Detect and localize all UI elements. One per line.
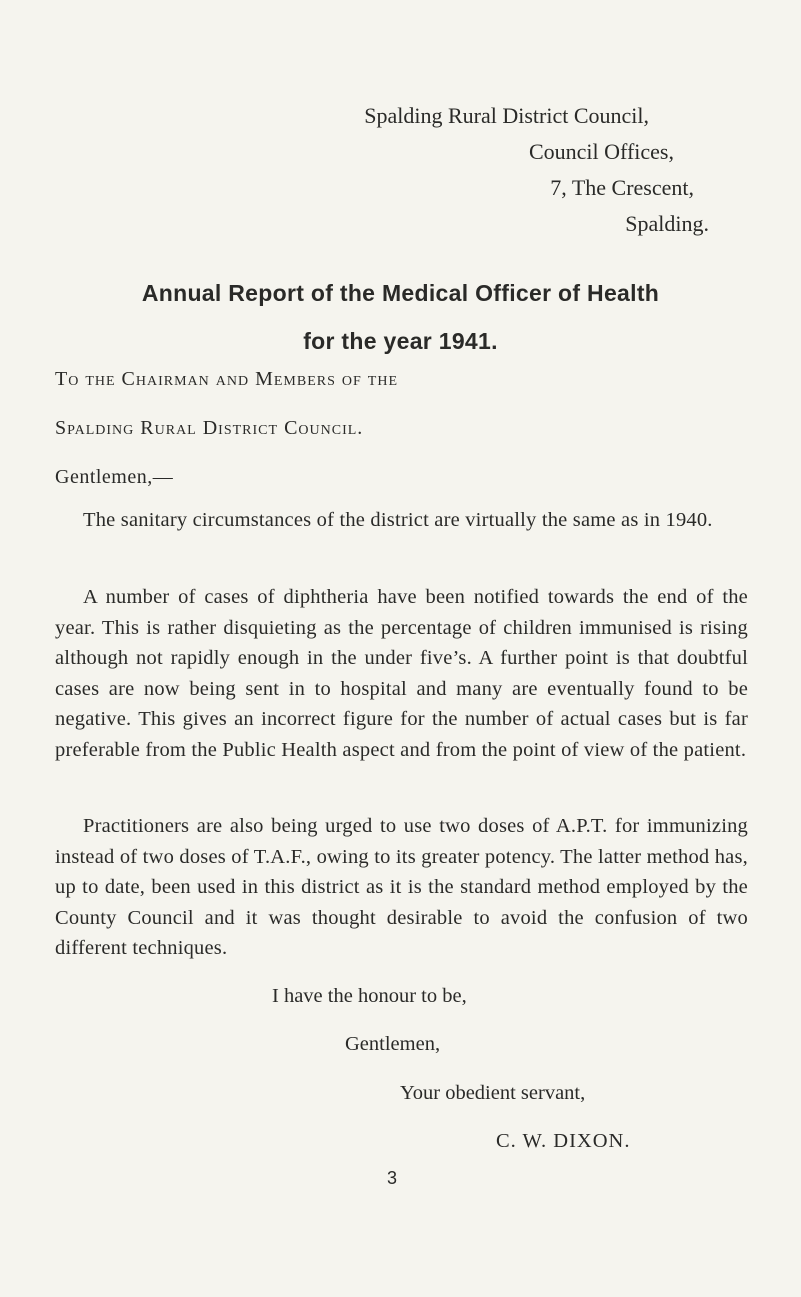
closing-gentlemen: Gentlemen, xyxy=(345,1033,441,1055)
report-title: Annual Report of the Medical Officer of Health xyxy=(141,280,660,306)
addressee-line-1: To the Chairman and Members of the xyxy=(55,368,399,390)
address-line-offices: Council Offices, xyxy=(528,139,674,164)
closing-servant: Your obedient servant, xyxy=(400,1082,586,1104)
paragraph-diphtheria: A number of cases of diphtheria have been notified towards the end of the year. This is rather disquieting as the percentage of children immunised is rising although not rapidly enough in the under five’s. A further point is that doubtful cases are now being sent in to hospital and many are eventually found to be negative. This gives an incorrect figure for the number of actual cases but is far preferable from the Public Health aspect and from the point of view of the patient. xyxy=(55,586,748,761)
sender-address xyxy=(364,98,709,242)
paragraph-sanitary: The sanitary circumstances of the district are virtually the same as in 1940. xyxy=(83,509,713,531)
closing-honour: I have the honour to be, xyxy=(272,985,467,1007)
paragraph-immunizing: Practitioners are also being urged to use two doses of A.P.T. for immunizing instead of two doses of T.A.F., owing to its greater potency. The latter method has, up to date, been used in this district as it is the standard method employed by the County Council and it was thought desirable to avoid the confusion of two different techniques. xyxy=(55,815,748,960)
signature: C. W. DIXON. xyxy=(496,1130,631,1152)
report-subtitle: for the year 1941. xyxy=(303,328,498,354)
greeting: Gentlemen,— xyxy=(55,466,174,488)
addressee-line-2: Spalding Rural District Council. xyxy=(55,417,364,439)
address-line-council: Spalding Rural District Council, xyxy=(364,103,649,128)
address-line-street: 7, The Crescent, xyxy=(550,175,694,200)
address-line-town: Spalding. xyxy=(625,211,709,236)
page-number: 3 xyxy=(387,1168,398,1188)
